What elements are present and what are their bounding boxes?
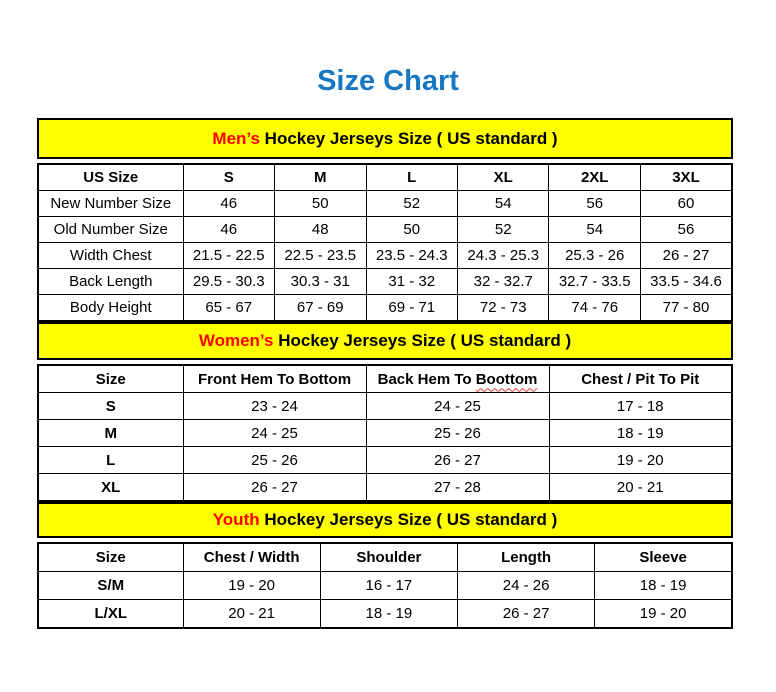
section-title-accent-womens: Women’s [198, 331, 274, 350]
mens-header-cell: US Size [38, 164, 183, 191]
youth-size-cell: 20 - 21 [183, 600, 320, 629]
youth-table-row [38, 600, 732, 629]
womens-row-label: L [38, 447, 183, 474]
mens-row-label: Width Chest [38, 243, 183, 269]
section-title-band-mens [37, 118, 733, 159]
page-title: Size Chart [317, 65, 459, 97]
section-title-accent-youth: Youth [212, 510, 260, 529]
womens-size-cell: 20 - 21 [549, 474, 732, 502]
youth-size-cell: 19 - 20 [183, 572, 320, 600]
womens-row-label: S [38, 393, 183, 420]
youth-header-cell: Size [38, 543, 183, 572]
mens-table-row [38, 295, 732, 322]
mens-table-row [38, 217, 732, 243]
mens-size-cell: 31 - 32 [366, 269, 457, 295]
section-title-band-womens [37, 322, 733, 360]
mens-header-cell: 3XL [640, 164, 732, 191]
womens-table-row [38, 420, 732, 447]
mens-size-cell: 74 - 76 [549, 295, 640, 322]
youth-row-label: S/M [38, 572, 183, 600]
section-title-text-youth: Hockey Jerseys Size ( US standard ) [259, 510, 558, 529]
womens-header-cell: Chest / Pit To Pit [549, 365, 732, 393]
mens-table-row [38, 243, 732, 269]
youth-size-cell: 18 - 19 [595, 572, 732, 600]
mens-header-cell: M [275, 164, 366, 191]
youth-size-table [37, 542, 733, 629]
womens-size-cell: 25 - 26 [366, 420, 549, 447]
womens-size-cell: 27 - 28 [366, 474, 549, 502]
mens-size-cell: 24.3 - 25.3 [457, 243, 548, 269]
womens-size-cell: 24 - 25 [183, 420, 366, 447]
mens-size-cell: 56 [640, 217, 732, 243]
womens-row-label: XL [38, 474, 183, 502]
mens-row-label: Body Height [38, 295, 183, 322]
womens-size-cell: 17 - 18 [549, 393, 732, 420]
womens-size-cell: 24 - 25 [366, 393, 549, 420]
mens-header-cell: XL [457, 164, 548, 191]
mens-size-cell: 52 [366, 191, 457, 217]
youth-table-row [38, 572, 732, 600]
womens-table-row [38, 474, 732, 502]
womens-size-cell: 18 - 19 [549, 420, 732, 447]
misspelled-word: Boottom [475, 370, 538, 388]
womens-table-row [38, 393, 732, 420]
mens-size-cell: 50 [275, 191, 366, 217]
youth-size-cell: 18 - 19 [320, 600, 457, 629]
section-title-accent-mens: Men’s [212, 128, 260, 148]
mens-size-cell: 52 [457, 217, 548, 243]
mens-size-cell: 33.5 - 34.6 [640, 269, 732, 295]
section-title-band-youth [37, 502, 733, 538]
youth-header-row [38, 543, 732, 572]
youth-size-cell: 24 - 26 [458, 572, 595, 600]
womens-table-row [38, 447, 732, 474]
mens-table-row [38, 269, 732, 295]
mens-size-cell: 46 [183, 217, 274, 243]
mens-size-cell: 69 - 71 [366, 295, 457, 322]
mens-size-cell: 67 - 69 [275, 295, 366, 322]
mens-size-cell: 56 [549, 191, 640, 217]
mens-size-cell: 32 - 32.7 [457, 269, 548, 295]
womens-header-row [38, 365, 732, 393]
mens-size-cell: 46 [183, 191, 274, 217]
mens-size-cell: 65 - 67 [183, 295, 274, 322]
mens-header-cell: S [183, 164, 274, 191]
section-title-text-mens: Hockey Jerseys Size ( US standard ) [259, 128, 558, 148]
size-tables [37, 118, 733, 629]
mens-size-cell: 29.5 - 30.3 [183, 269, 274, 295]
womens-header-cell: Front Hem To Bottom [183, 365, 366, 393]
mens-size-cell: 23.5 - 24.3 [366, 243, 457, 269]
womens-header-cell: Size [38, 365, 183, 393]
mens-size-cell: 25.3 - 26 [549, 243, 640, 269]
mens-size-cell: 60 [640, 191, 732, 217]
mens-size-cell: 30.3 - 31 [275, 269, 366, 295]
mens-header-cell: L [366, 164, 457, 191]
mens-header-cell: 2XL [549, 164, 640, 191]
mens-size-cell: 48 [275, 217, 366, 243]
youth-size-cell: 16 - 17 [320, 572, 457, 600]
womens-size-cell: 19 - 20 [549, 447, 732, 474]
womens-header-cell: Back Hem To Boottom [366, 365, 549, 393]
youth-size-cell: 26 - 27 [458, 600, 595, 629]
mens-header-row [38, 164, 732, 191]
mens-size-cell: 72 - 73 [457, 295, 548, 322]
womens-size-table [37, 364, 733, 502]
womens-size-cell: 26 - 27 [366, 447, 549, 474]
mens-row-label: Old Number Size [38, 217, 183, 243]
mens-size-cell: 54 [549, 217, 640, 243]
womens-row-label: M [38, 420, 183, 447]
mens-size-cell: 26 - 27 [640, 243, 732, 269]
youth-header-cell: Sleeve [595, 543, 732, 572]
section-title-text-womens: Hockey Jerseys Size ( US standard ) [273, 331, 572, 350]
youth-header-cell: Length [458, 543, 595, 572]
womens-size-cell: 23 - 24 [183, 393, 366, 420]
mens-table-row [38, 191, 732, 217]
youth-header-cell: Shoulder [320, 543, 457, 572]
mens-row-label: Back Length [38, 269, 183, 295]
mens-size-cell: 77 - 80 [640, 295, 732, 322]
mens-size-cell: 21.5 - 22.5 [183, 243, 274, 269]
mens-size-cell: 22.5 - 23.5 [275, 243, 366, 269]
youth-row-label: L/XL [38, 600, 183, 629]
youth-size-cell: 19 - 20 [595, 600, 732, 629]
mens-row-label: New Number Size [38, 191, 183, 217]
mens-size-cell: 32.7 - 33.5 [549, 269, 640, 295]
mens-size-table [37, 163, 733, 322]
mens-size-cell: 50 [366, 217, 457, 243]
youth-header-cell: Chest / Width [183, 543, 320, 572]
womens-size-cell: 25 - 26 [183, 447, 366, 474]
mens-size-cell: 54 [457, 191, 548, 217]
womens-size-cell: 26 - 27 [183, 474, 366, 502]
